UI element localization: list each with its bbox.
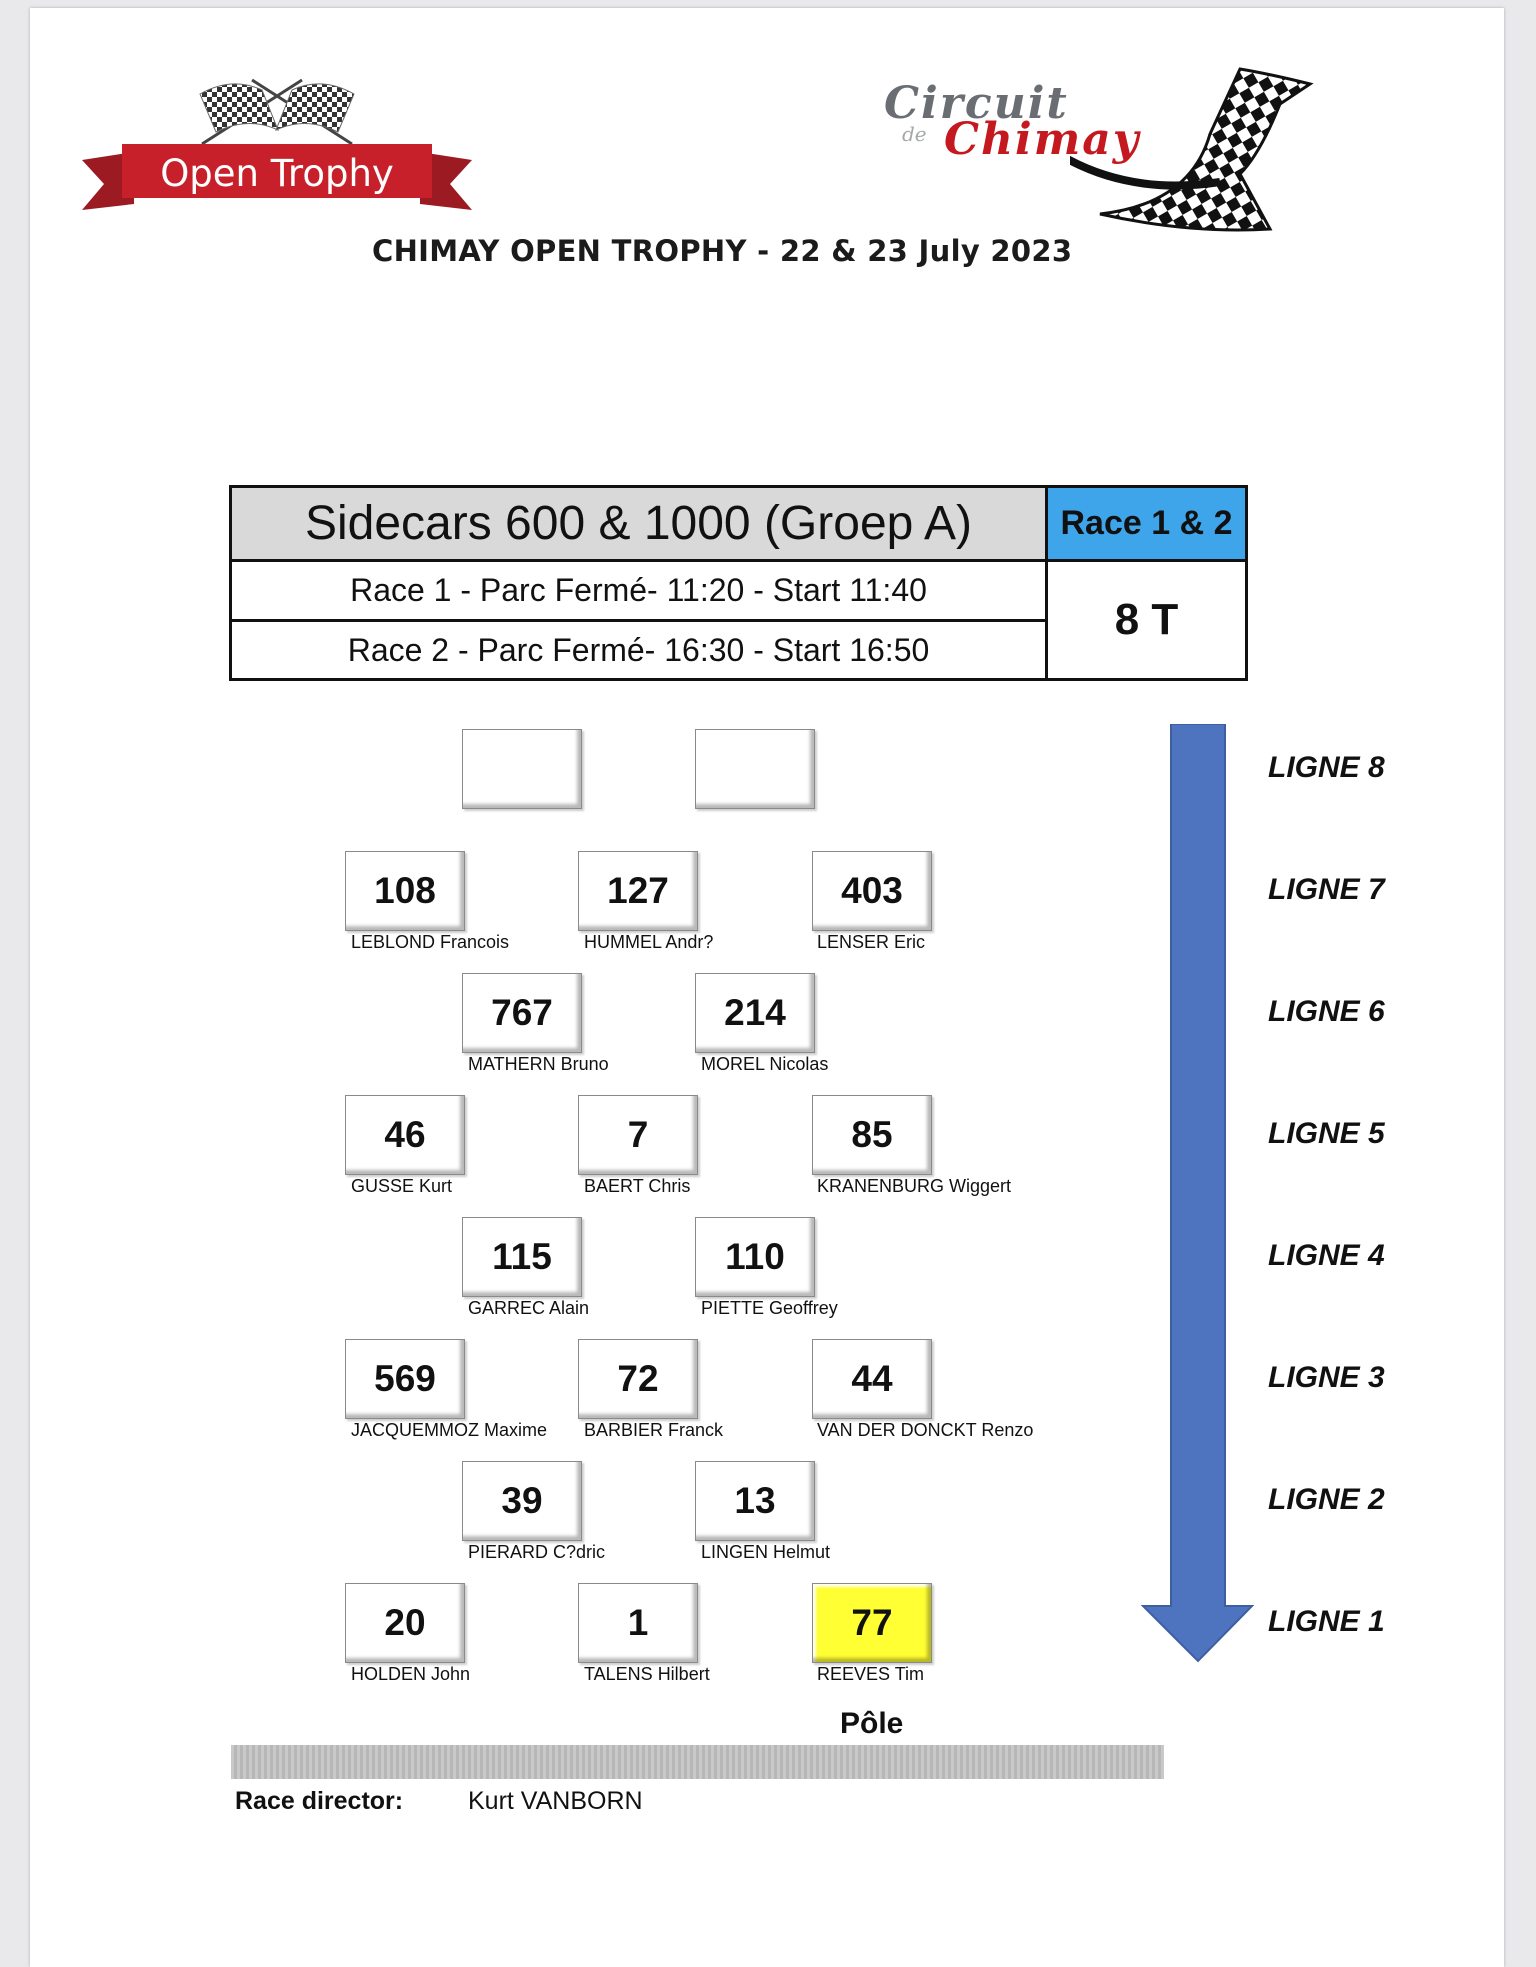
rider-name: TALENS Hilbert <box>584 1664 710 1684</box>
grid-slot: 214 <box>695 973 815 1053</box>
rider-name: KRANENBURG Wiggert <box>817 1176 1012 1196</box>
rider-name: HUMMEL Andr? <box>584 932 714 952</box>
grid-slot: 46 <box>345 1095 465 1175</box>
grid-slot: 115 <box>462 1217 582 1297</box>
ligne-label: LIGNE 3 <box>1268 1361 1385 1394</box>
grid-slot-pole: 77 <box>812 1583 932 1663</box>
rider-name: PIETTE Geoffrey <box>701 1298 838 1318</box>
grid-slot: 44 <box>812 1339 932 1419</box>
grid-slot: 13 <box>695 1461 815 1541</box>
rider-name: JACQUEMMOZ Maxime <box>351 1420 548 1440</box>
rider-name: LINGEN Helmut <box>701 1542 831 1562</box>
rider-name: REEVES Tim <box>817 1664 925 1684</box>
grid-slot: 403 <box>812 851 932 931</box>
ligne-label: LIGNE 2 <box>1268 1483 1385 1516</box>
race1-schedule: Race 1 - Parc Fermé- 11:20 - Start 11:40 <box>232 562 1048 622</box>
grid-slot: 767 <box>462 973 582 1053</box>
logo-ribbon-text: Open Trophy <box>160 152 394 195</box>
rider-name: PIERARD C?dric <box>468 1542 606 1562</box>
race-badge: Race 1 & 2 <box>1048 488 1245 562</box>
grid-slot: 7 <box>578 1095 698 1175</box>
grid-slot: 20 <box>345 1583 465 1663</box>
direction-arrow-icon <box>1140 724 1255 1664</box>
race2-schedule: Race 2 - Parc Fermé- 16:30 - Start 16:50 <box>232 622 1048 678</box>
grid-slot-empty <box>695 729 815 809</box>
rider-name: MOREL Nicolas <box>701 1054 829 1074</box>
grid-slot: 569 <box>345 1339 465 1419</box>
grid-slot: 85 <box>812 1095 932 1175</box>
ligne-label: LIGNE 4 <box>1268 1239 1385 1272</box>
rider-name: GARREC Alain <box>468 1298 590 1318</box>
grid-slot: 72 <box>578 1339 698 1419</box>
footer-divider <box>231 1745 1164 1779</box>
rider-name: HOLDEN John <box>351 1664 471 1684</box>
rider-name: LENSER Eric <box>817 932 926 952</box>
logo-de-text: de <box>902 122 927 146</box>
circuit-de-chimay-logo <box>880 64 1325 234</box>
grid-slot: 1 <box>578 1583 698 1663</box>
ligne-label: LIGNE 8 <box>1268 751 1385 784</box>
race-director-name: Kurt VANBORN <box>468 1787 643 1815</box>
ligne-label: LIGNE 5 <box>1268 1117 1385 1150</box>
grid-slot-empty <box>462 729 582 809</box>
grid-slot: 39 <box>462 1461 582 1541</box>
logo-circuit-text: Circuit <box>884 78 1069 129</box>
rider-name: LEBLOND Francois <box>351 932 510 952</box>
lap-count: 8 T <box>1114 595 1179 644</box>
rider-name: MATHERN Bruno <box>468 1054 609 1074</box>
logo-chimay-text: Chimay <box>944 114 1141 165</box>
rider-name: BARBIER Franck <box>584 1420 724 1440</box>
grid-slot: 110 <box>695 1217 815 1297</box>
class-title: Sidecars 600 & 1000 (Groep A) <box>232 488 1048 562</box>
grid-slot: 108 <box>345 851 465 931</box>
race-director-label: Race director: <box>235 1787 404 1815</box>
race-info-table <box>229 485 1248 681</box>
ligne-label: LIGNE 1 <box>1268 1605 1385 1638</box>
rider-name: VAN DER DONCKT Renzo <box>817 1420 1034 1440</box>
pole-label: Pôle <box>840 1707 904 1740</box>
open-trophy-logo <box>82 72 472 222</box>
grid-slot: 127 <box>578 851 698 931</box>
rider-name: GUSSE Kurt <box>351 1176 453 1196</box>
ligne-label: LIGNE 6 <box>1268 995 1385 1028</box>
rider-name: BAERT Chris <box>584 1176 691 1196</box>
ligne-label: LIGNE 7 <box>1268 873 1385 906</box>
event-title: CHIMAY OPEN TROPHY - 22 & 23 July 2023 <box>372 234 1073 268</box>
